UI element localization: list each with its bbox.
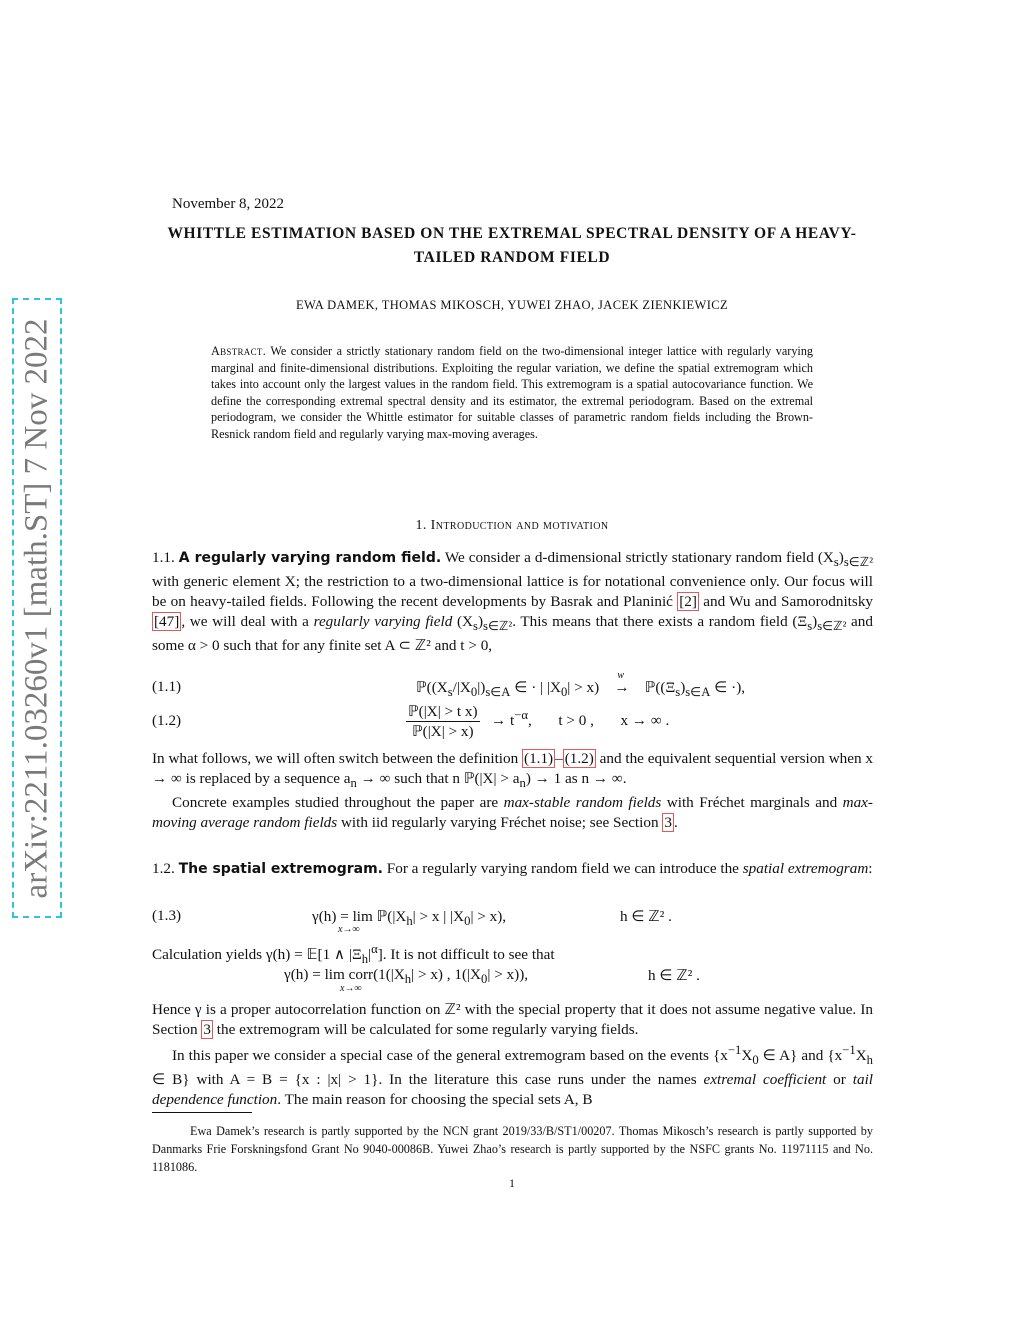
abstract-text: We consider a strictly stationary random field on the two-dimensional integer lattice with regularly varying marginal and finite-dimensional distributions. Exploiting the regular variation, we define the spatial extremogram which takes into account only the largest values in the random field. This extremogram is a spatial autocovariance function. We define the corresponding extremal spectral density and its estimator, the extremal periodogram. Based on the extremal periodogram, we consider the Whittle estimator for suitable classes of parametric random fields including the Brown-Resnick random field and regularly varying max-moving averages. bbox=[211, 344, 814, 441]
abstract-label: Abstract. bbox=[211, 344, 267, 358]
paper-authors: EWA DAMEK, THOMAS MIKOSCH, YUWEI ZHAO, JACEK ZIENKIEWICZ bbox=[295, 298, 729, 312]
equation-body: $ℙ((X_s/|X_0|)_{s\in A}$ ∈ · | $|X_0| > x$) → w $ℙ((\Xi_s)_{s\in A}$ ∈ ·), bbox=[416, 670, 746, 700]
section-ref-link[interactable]: 3 bbox=[664, 814, 672, 832]
abstract bbox=[211, 343, 813, 443]
citation-link[interactable]: [47] bbox=[154, 613, 180, 631]
subsection-title: The spatial extremogram. bbox=[178, 861, 383, 877]
equation-1-3 bbox=[152, 905, 873, 935]
fraction: $\frac{\text{ℙ(|X| > t x)}}{\text{ℙ(|X| > x)}}$ bbox=[408, 703, 478, 740]
equation-body: $\gamma(h) = \lim corr(1(|X_h| > x)$ , $1(|X_0| > x)$), bbox=[284, 966, 529, 987]
page-number: 1 bbox=[509, 1176, 515, 1190]
equation-ref-link[interactable]: (1.1) bbox=[524, 750, 554, 767]
limit-subscript: x→∞ bbox=[340, 983, 362, 994]
citation-link[interactable]: [2] bbox=[679, 593, 697, 611]
equation-domain: h ∈ ℤ² . bbox=[648, 967, 700, 984]
arxiv-identifier: arXiv:2211.03260v1 [math.ST] 7 Nov 2022 bbox=[18, 318, 55, 898]
footnote-rule bbox=[152, 1112, 252, 1113]
paragraph-special-case: In this paper we consider a special case of the general extremogram based on the events {$x^{-1}X_0$ ∈ A} and {$x^{-1}X_h$ ∈ B} with A = B = {x : |x| > 1}. In the literature this case runs under the names extremal coefficient or tail dependence function. The main reason for choosing the special sets A, B bbox=[152, 1043, 874, 1109]
arxiv-side-stamp[interactable] bbox=[12, 298, 62, 918]
section-ref-link[interactable]: 3 bbox=[203, 1021, 211, 1038]
subsection-1-1 bbox=[152, 548, 873, 656]
equation-body: $\frac{\text{ℙ(|X| > t x)}}{\text{ℙ(|X| > x)}}$ → $t^{-\alpha}$, t > 0 , x → ∞ . bbox=[408, 703, 670, 740]
equation-1-2 bbox=[152, 702, 873, 742]
subsection-1-2: 1.2. The spatial extremogram. For a regularly varying random field we can introduce the spatial extremogram: bbox=[152, 860, 873, 877]
paragraph-calculation: Calculation yields γ(h) = 𝔼[1 ∧ $|\Xi_h|^\alpha$]. It is not difficult to see that bbox=[152, 942, 555, 967]
paper-date: November 8, 2022 bbox=[172, 196, 285, 212]
equation-ref-link[interactable]: (1.2) bbox=[564, 750, 594, 767]
subsection-title: A regularly varying random field. bbox=[178, 550, 442, 566]
equation-1-1 bbox=[152, 670, 873, 700]
paragraph-definition-switch: In what follows, we will often switch between the definition (1.1) – (1.2) and the equivalent sequential version when x → ∞ is replaced by a sequence $a_n$ → ∞ such that n ℙ(|X| > $a_n) \to 1$ as n → ∞. Concrete examples studied throughout the paper are max-stable random fields with Fréchet marginals and max-moving average random fields with iid regularly varying Fréchet noise; see Section 3 . bbox=[152, 750, 873, 832]
equation-number: (1.3) bbox=[152, 907, 182, 924]
equation-body: $\gamma(h) = \lim ℙ(|X_h| > x$ | $|X_0| > x$), bbox=[312, 908, 507, 929]
paragraph-concrete-examples: Concrete examples studied throughout the paper are max-stable random fields with Fréchet marginals and max-moving average random fields with iid regularly varying Fréchet noise; see Section 3 . bbox=[152, 794, 873, 832]
paper-title: WHITTLE ESTIMATION BASED ON THE EXTREMAL SPECTRAL DENSITY OF A HEAVY-TAILED RANDOM FIELD bbox=[167, 225, 857, 266]
paragraph-regularly-varying: 1.1. A regularly varying random field. We consider a d-dimensional strictly stationary random field $(X_s)_{s\in ℤ^2}$ with generic element X; the restriction to a two-dimensional lattice is for notational convenience only. Our focus will be on heavy-tailed fields. Following the recent developments by Basrak and Planinić [2] and Wu and Samorodnitsky [47] , we will deal with a regularly varying field $(X_s)_{s\in ℤ^2}$. This means that there exists a random field $(\Xi_s)_{s\in ℤ^2}$ and some α > 0 such that for any finite set A ⊂ ℤ² and t > 0, bbox=[152, 549, 874, 655]
equation-number: (1.2) bbox=[152, 712, 182, 729]
section-heading-introduction: 1. Introduction and motivation bbox=[415, 518, 609, 533]
footnote-funding: Ewa Damek’s research is partly supported by the NCN grant 2019/33/B/ST1/00207. Thomas Mikosch’s research is partly supported by Danmarks Frie Forskningsfond Grant No 9040-00086B. Yuwei Zhao’s research is partly supported by the NSFC grants No. 11971115 and No. 1181086. bbox=[152, 1124, 873, 1174]
equation-domain: h ∈ ℤ² . bbox=[620, 908, 672, 925]
equation-correlation bbox=[152, 964, 873, 994]
paragraph-hence: Hence γ is a proper autocorrelation function on ℤ² with the special property that it does not assume negative value. In Section 3 the extremogram will be calculated for some regularly varying fields. In this paper we consider a special case of the general extremogram based on the events {$x^{-1}X_0$ ∈ A} and {$x^{-1}X_h$ ∈ B} with A = B = {x : |x| > 1}. In the literature this case runs under the names extremal coefficient or tail dependence function. The main reason for choosing the special sets A, B bbox=[152, 1001, 874, 1109]
equation-number: (1.1) bbox=[152, 678, 182, 695]
limit-subscript: x→∞ bbox=[338, 924, 360, 935]
